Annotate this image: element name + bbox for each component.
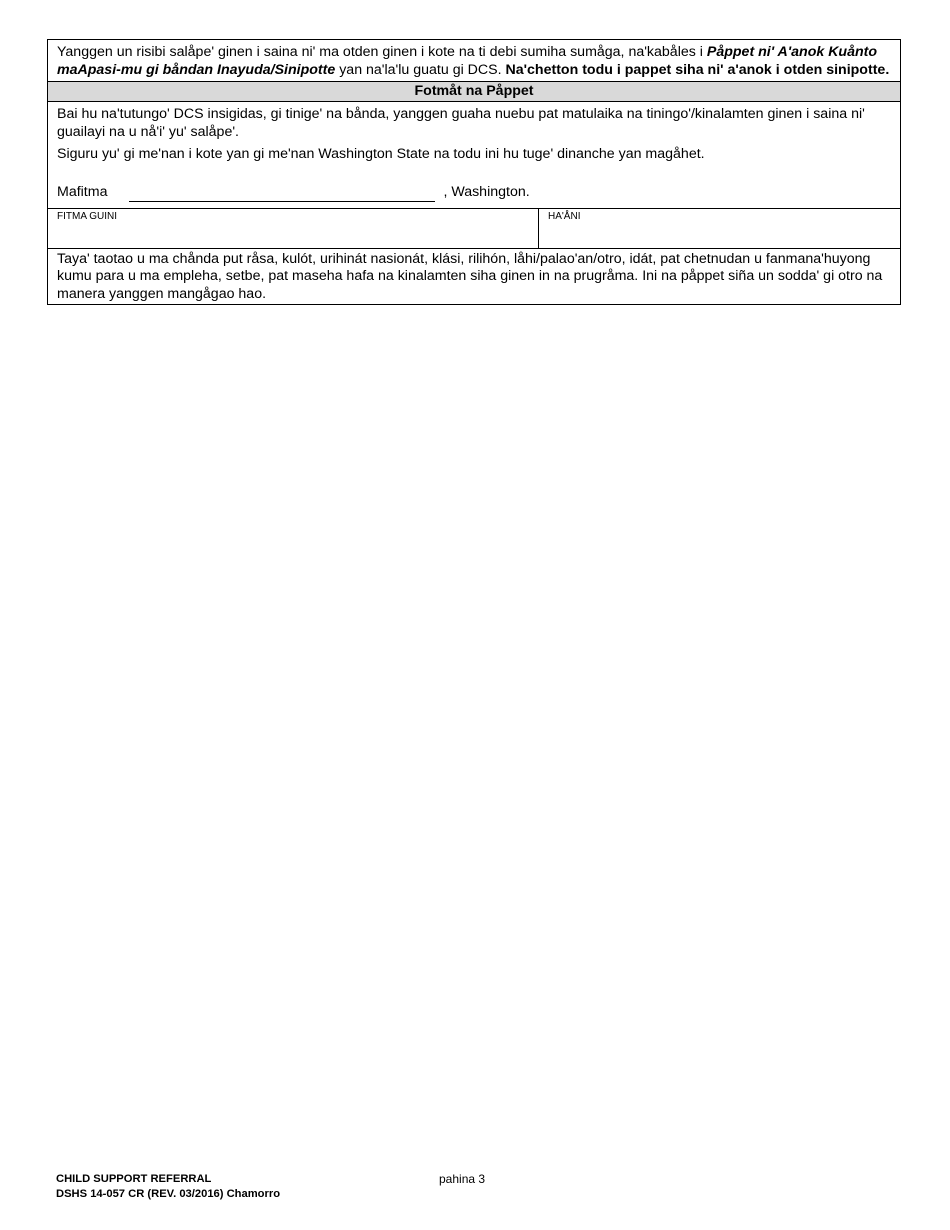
child-support-form bbox=[47, 39, 901, 305]
signature-label: FITMA GUINI bbox=[57, 210, 117, 222]
section-title: Fotmåt na Påppet bbox=[48, 82, 900, 102]
date-label: HA'ÅNI bbox=[548, 210, 581, 222]
intro-bold-instruction: Na'chetton todu i pappet siha ni' a'anok i otden sinipotte. bbox=[505, 61, 890, 78]
intro-text-continued: yan na'la'lu guatu gi DCS. bbox=[335, 61, 506, 78]
signed-label: Mafitma bbox=[57, 184, 108, 200]
form-footer bbox=[56, 1172, 280, 1202]
footer-form-number: DSHS 14-057 CR (REV. 03/2016) Chamorro bbox=[56, 1188, 281, 1200]
intro-text: Yanggen un risibi salåpe' ginen i saina ni' ma otden ginen i kote na ti debi sumiha sumåga, na'kabåles i bbox=[57, 44, 707, 60]
declaration-paragraph-1: Bai hu na'tutungo' DCS insigidas, gi tinige' na bånda, yanggen guaha nuebu pat matulaika na tiningo'/kinalamten ginen i saina ni' guailayi na u nå'i' yu' salåpe'. bbox=[57, 106, 865, 140]
declaration-section bbox=[48, 102, 900, 208]
signature-field[interactable] bbox=[48, 209, 539, 248]
date-field[interactable] bbox=[539, 209, 900, 248]
signed-location-row bbox=[57, 180, 891, 202]
footer-form-title: CHILD SUPPORT REFERRAL bbox=[56, 1173, 212, 1185]
signed-city-field[interactable] bbox=[129, 184, 435, 202]
declaration-paragraph-2: Siguru yu' gi me'nan i kote yan gi me'nan Washington State na todu ini hu tuge' dinanche yan magåhet. bbox=[57, 146, 705, 162]
referenced-form-name: Påppet ni' A'anok Kuånto maApasi-mu gi båndan Inayuda/Sinipotte bbox=[57, 44, 878, 78]
signed-state-text: , Washington. bbox=[443, 184, 530, 200]
page-number: pahina 3 bbox=[439, 1172, 486, 1186]
nondiscrimination-notice: Taya' taotao u ma chånda put råsa, kulót, urihinát nasionát, klási, rilihón, låhi/palao'an/otro, idát, pat chetnudan u fanmana'huyong kumu para u ma empleha, setbe, pat maseha hafa na kinalamten siha ginen in na prugråma. Ini na påppet siña un sodda' gi otro na manera yanggen mangågao hao. bbox=[48, 248, 900, 305]
intro-instructions bbox=[48, 40, 900, 82]
signature-row bbox=[48, 208, 900, 248]
